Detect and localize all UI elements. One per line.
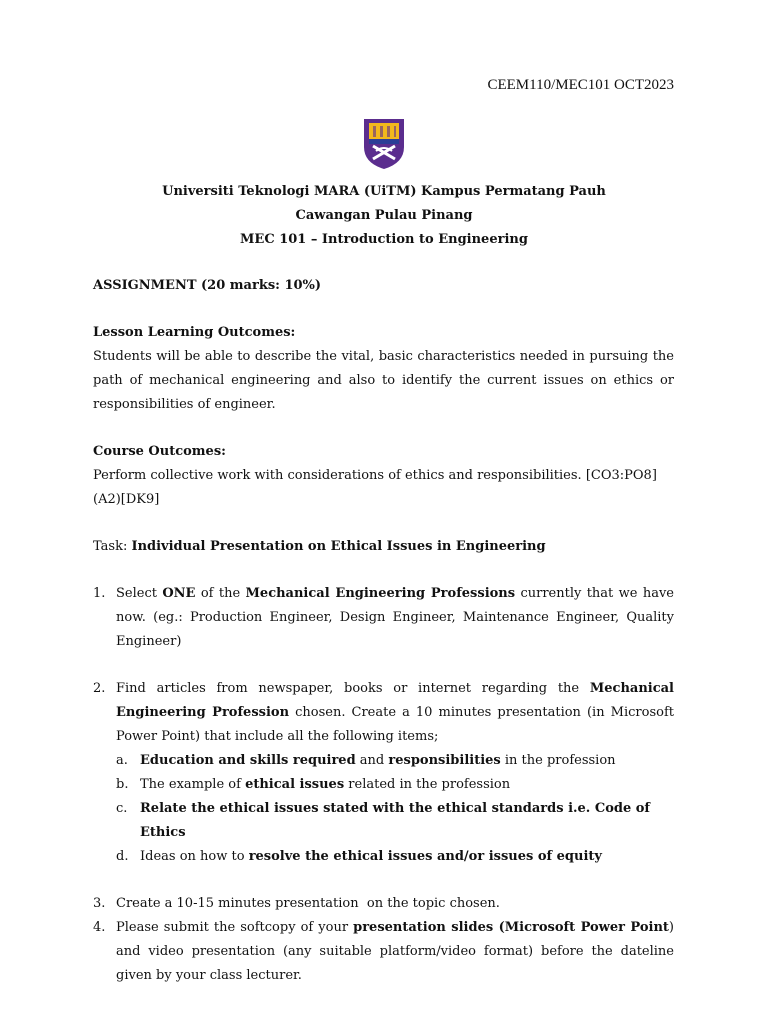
list-number: 4. [93,920,106,935]
list-item-3 [93,892,674,916]
text-run: related in the profession [344,777,511,792]
bold-run: Education and skills required [140,753,356,768]
list-number: 1. [93,586,106,601]
sub-item-a [93,749,674,773]
document-code: CEEM110/MEC101 OCT2023 [487,77,674,93]
task-line [93,535,674,559]
text-run: currently that we have now. (eg.: Production Engineer, Design Engineer, Maintenance Engineer, Quality Engineer) [116,586,675,649]
llo-heading: Lesson Learning Outcomes: [93,325,296,340]
assignment-title: ASSIGNMENT (20 marks: 10%) [93,278,322,293]
document-body [93,274,674,988]
document-header [0,180,768,252]
text-run: and [355,753,389,768]
bold-run: presentation slides (Microsoft Power Point [353,920,669,935]
list-item-4 [93,916,674,988]
text-run: ) and video presentation (any suitable platform/video format) before the dateline given by your class lecturer. [116,920,674,983]
text-run: Ideas on how to [140,849,249,864]
bold-run: ONE [162,586,196,601]
list-number: 2. [93,681,106,696]
campus-branch: Cawangan Pulau Pinang [295,208,473,223]
uitm-logo-icon [361,117,407,171]
sub-letter: c. [116,801,128,816]
sub-letter: d. [116,849,129,864]
sub-item-d [93,845,674,869]
sub-letter: b. [116,777,129,792]
sub-list [93,749,674,869]
course-title: MEC 101 – Introduction to Engineering [240,232,528,247]
text-run: Select [116,586,163,601]
task-title: Individual Presentation on Ethical Issues in Engineering [131,539,546,554]
task-list-continued [93,892,674,988]
list-item-1 [93,582,674,654]
text-run: Please submit the softcopy of your [116,920,354,935]
university-name: Universiti Teknologi MARA (UiTM) Kampus Permatang Pauh [162,184,606,199]
bold-run: ethical issues [245,777,345,792]
sub-letter: a. [116,753,128,768]
bold-run: resolve the ethical issues and/or issues of equity [248,849,602,864]
text-run: The example of [140,777,246,792]
task-list [93,582,674,749]
list-item-2 [93,677,674,749]
text-run: of the [195,586,246,601]
bold-run: Relate the ethical issues stated with the ethical standards i.e. Code of Ethics [140,801,651,840]
bold-run: Mechanical Engineering Profession [116,681,674,720]
text-run: chosen. Create a 10 minutes presentation (in Microsoft Power Point) that include all the following items; [116,705,674,744]
text-run: Create a 10-15 minutes presentation on the topic chosen. [116,896,500,911]
bold-run: Mechanical Engineering Professions [245,586,516,601]
llo-text: Students will be able to describe the vital, basic characteristics needed in pursuing the path of mechanical engineering and also to identify the current issues on ethics or responsibilities of engineer. [93,349,674,412]
list-number: 3. [93,896,106,911]
co-text: Perform collective work with considerations of ethics and responsibilities. [CO3:PO8](A2)[DK9] [93,468,657,507]
task-label: Task: [93,539,132,554]
bold-run: responsibilities [388,753,501,768]
text-run: Find articles from newspaper, books or internet regarding the [116,681,590,696]
sub-item-b [93,773,674,797]
text-run: in the profession [500,753,616,768]
co-heading: Course Outcomes: [93,444,226,459]
sub-item-c [93,797,674,845]
